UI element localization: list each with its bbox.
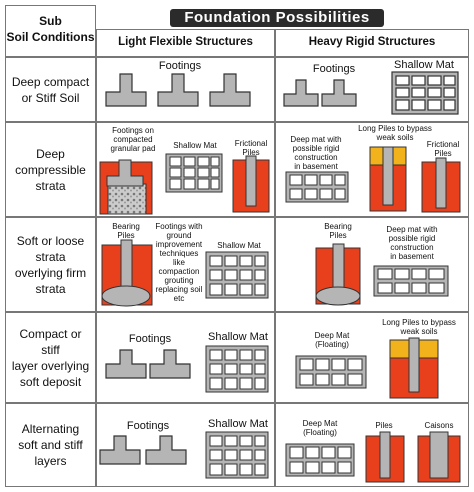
header-light: Light Flexible Structures	[118, 36, 253, 48]
footing-icon	[106, 350, 146, 378]
footing-icon	[210, 74, 250, 106]
pile-icon	[380, 432, 390, 478]
shallow-mat-icon	[206, 432, 268, 478]
r5-light-footings-label: Footings	[126, 420, 170, 432]
row3-condition: Soft or loose strata overlying firm strata	[14, 233, 87, 296]
r5-heavy-deepmat-label: Deep Mat (Floating)	[302, 419, 338, 437]
pile-icon	[409, 338, 419, 392]
r4-light-mat-label: Shallow Mat	[208, 331, 268, 343]
firm-strata	[102, 286, 150, 306]
pile-icon	[121, 240, 132, 290]
pile-icon	[436, 158, 446, 208]
footing-icon	[284, 80, 318, 106]
granular-pad	[108, 184, 146, 214]
row4-condition: Compact or stiff layer overlying soft deposit	[11, 326, 90, 389]
footing-icon	[146, 436, 186, 464]
shallow-mat-icon	[206, 346, 268, 392]
r2-heavy-long-label: Long Piles to bypass weak soils	[358, 124, 432, 142]
r5-light-mat-label: Shallow Mat	[208, 418, 268, 430]
r3-heavy-bearing-label: Bearing Piles	[324, 222, 352, 240]
header-subsoil: Sub Soil Conditions	[6, 14, 95, 44]
shallow-mat-icon	[392, 72, 458, 114]
r1-heavy-mat-label: Shallow Mat	[394, 59, 454, 71]
deep-mat-icon	[296, 356, 366, 388]
r2-heavy-frict-label: Frictional Piles	[426, 140, 460, 158]
r3-light-mat-label: Shallow Mat	[217, 241, 261, 250]
r2-light-mat-label: Shallow Mat	[173, 141, 217, 150]
r2-light-pad-label: Footings on compacted granular pad	[110, 126, 156, 153]
footing-icon	[150, 350, 190, 378]
row1-condition: Deep compact or Stiff Soil	[11, 74, 90, 105]
deep-mat-icon	[374, 266, 448, 296]
firm-strata	[316, 287, 360, 305]
page-title: Foundation Possibilities	[184, 9, 370, 26]
r5-heavy-piles-label: Piles	[375, 421, 393, 430]
caison-icon	[430, 432, 448, 478]
r3-light-improve-label: Footings with ground improvement techniques like compaction grouting replacing soil etc	[155, 222, 203, 303]
r3-light-bearing-label: Bearing Piles	[112, 222, 140, 240]
r5-heavy-caisons-label: Caisons	[424, 421, 454, 430]
pile-icon	[246, 156, 256, 206]
shallow-mat-icon	[166, 154, 222, 192]
row5-condition: Alternating soft and stiff layers	[18, 422, 83, 468]
r1-heavy-footings-label: Footings	[312, 63, 356, 75]
deep-mat-icon	[286, 444, 354, 476]
r4-heavy-long-label: Long Piles to bypass weak soils	[382, 318, 456, 336]
footing-icon	[158, 74, 198, 106]
r4-heavy-deepmat-label: Deep Mat (Floating)	[314, 331, 350, 349]
r3-heavy-deepmat-label: Deep mat with possible rigid construction in basement	[386, 225, 438, 261]
r4-light-footings-label: Footings	[128, 333, 172, 345]
deep-mat-icon	[286, 172, 348, 202]
row2-condition: Deep compressible strata	[15, 146, 86, 193]
pile-icon	[333, 244, 344, 292]
footing-icon	[322, 80, 356, 106]
pile-icon	[383, 147, 393, 205]
header-heavy: Heavy Rigid Structures	[308, 36, 436, 48]
r2-heavy-mat-label: Deep mat with possible rigid construction in basement	[290, 135, 342, 171]
r1-light-footings-label: Footings	[158, 60, 202, 72]
r2-light-piles-label: Frictional Piles	[234, 139, 268, 157]
footing-icon	[106, 74, 146, 106]
shallow-mat-icon	[206, 252, 268, 298]
footing-icon	[100, 436, 140, 464]
